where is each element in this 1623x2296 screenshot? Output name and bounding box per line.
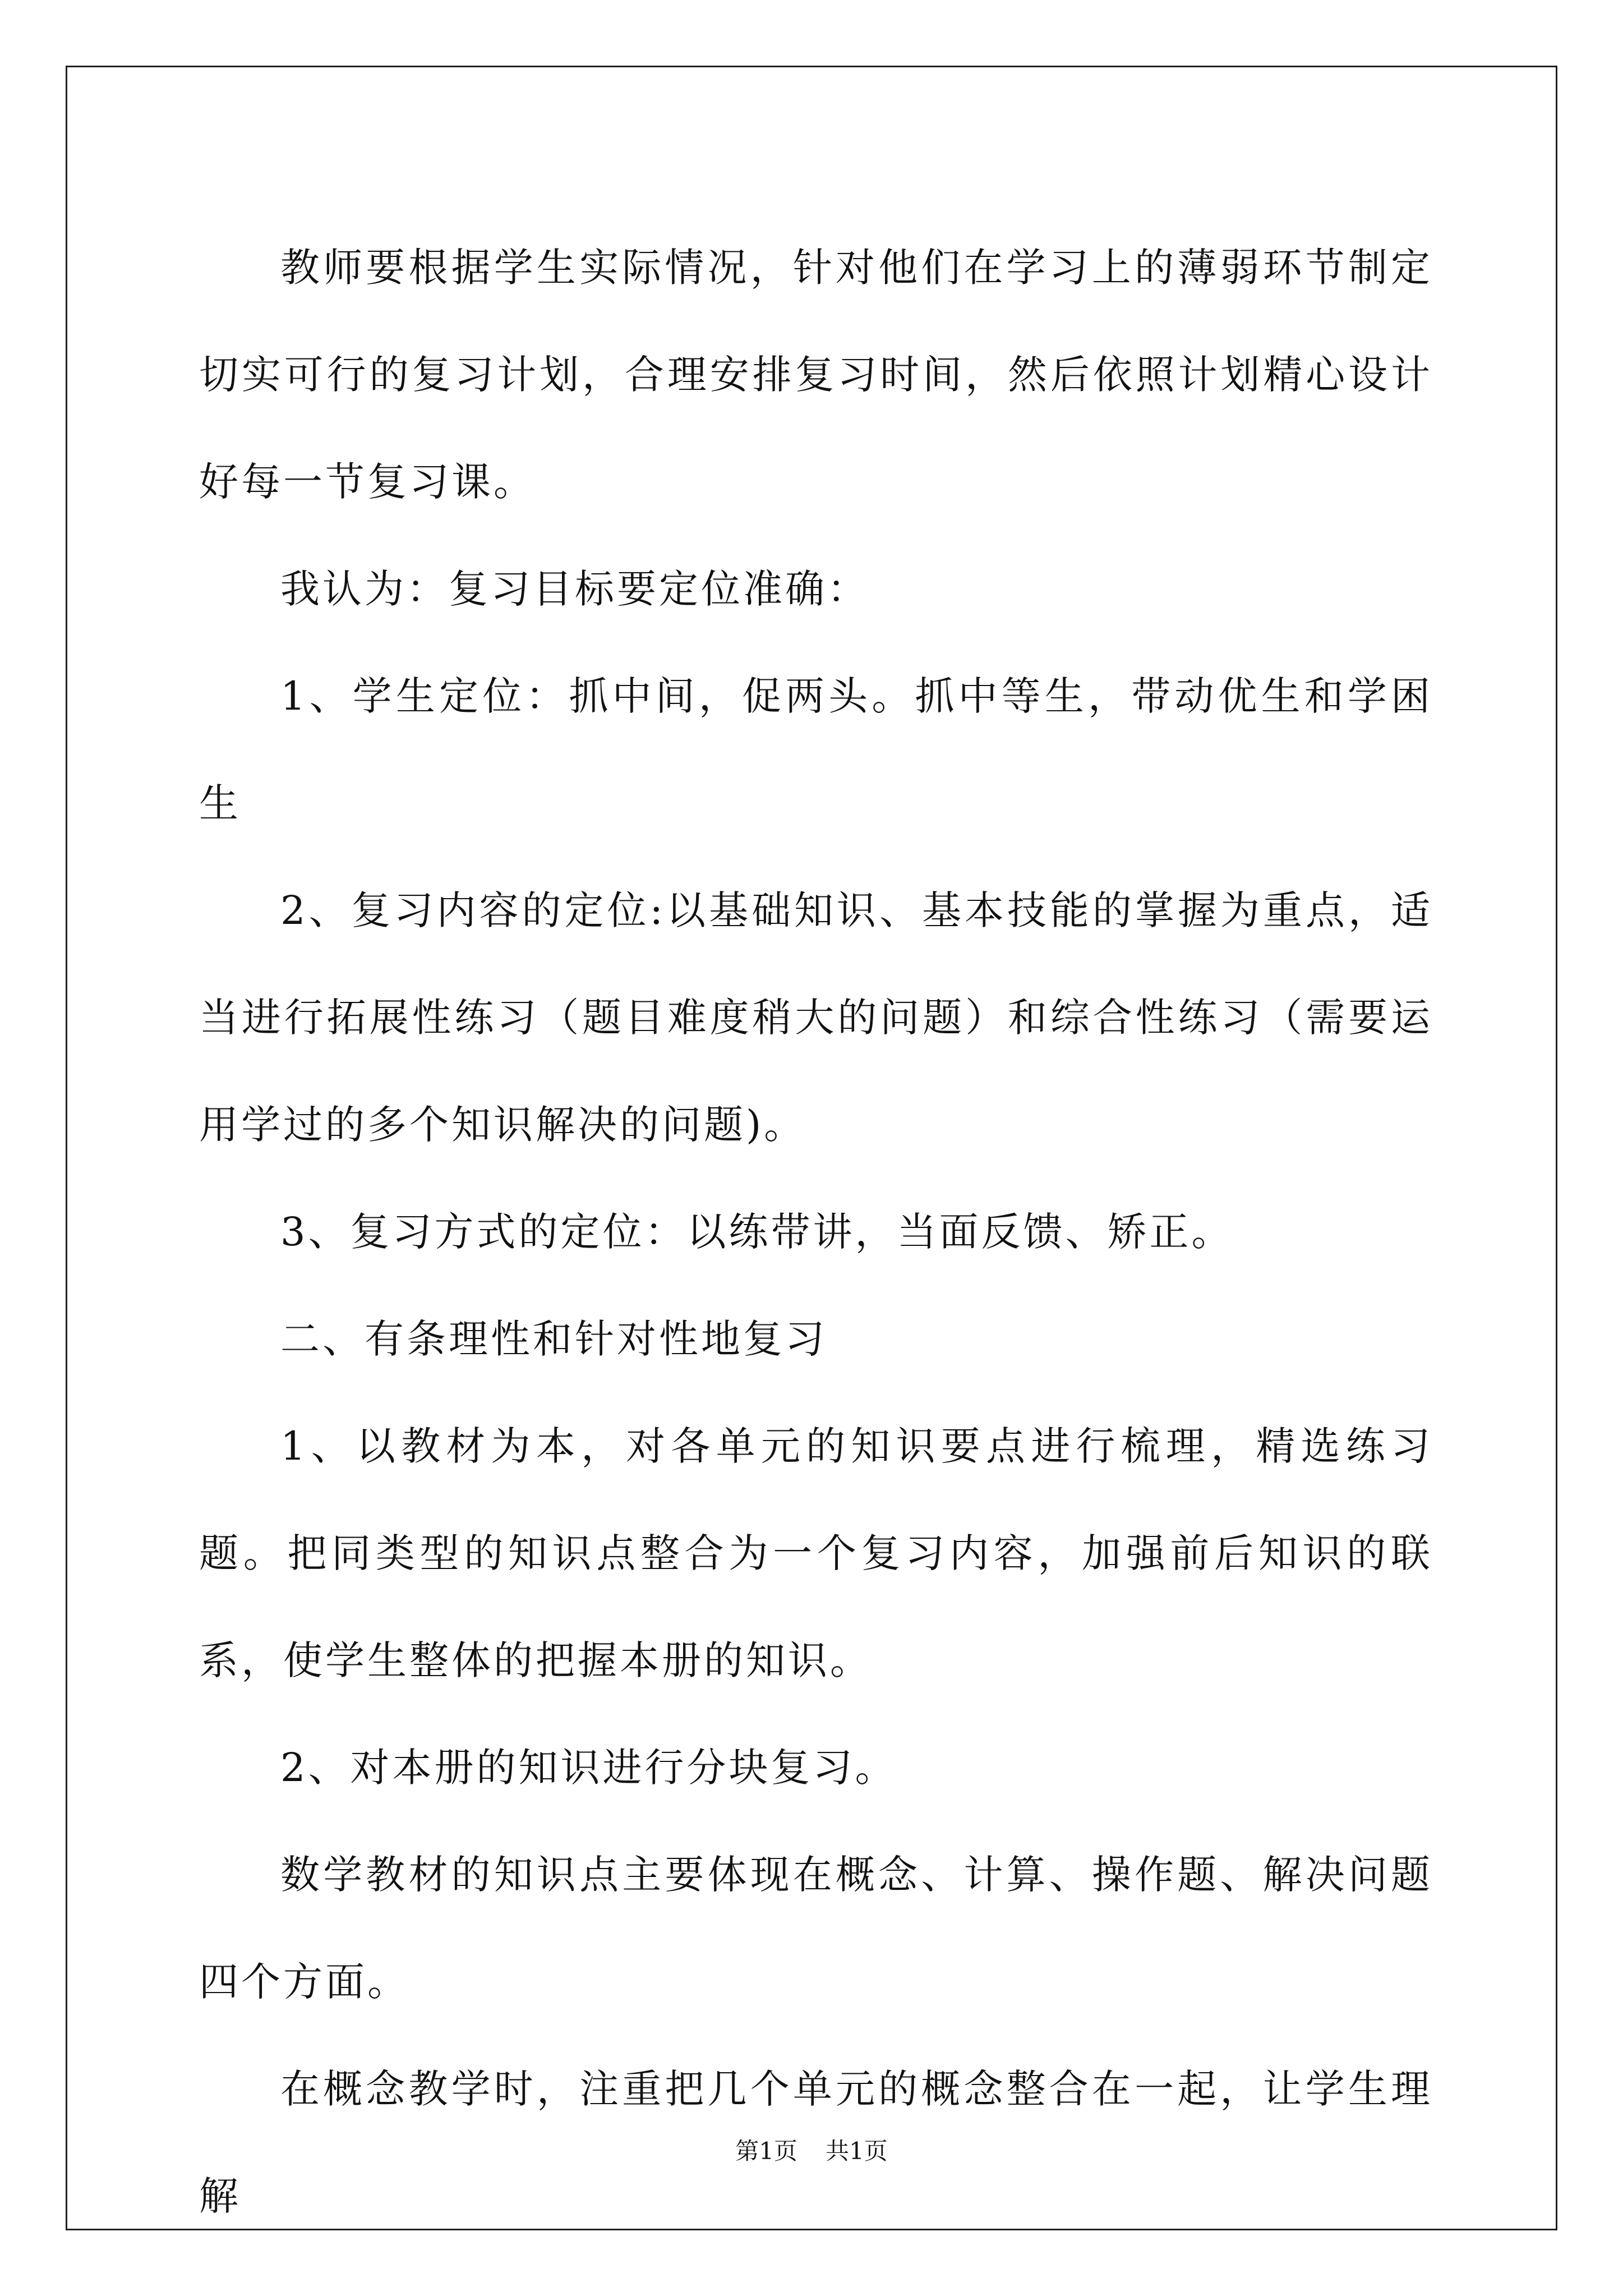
- paragraph-9: 数学教材的知识点主要体现在概念、计算、操作题、解决问题四个方面。: [199, 1852, 1433, 2005]
- document-body: [199, 214, 1433, 2250]
- paragraph-10: 在概念教学时，注重把几个单元的概念整合在一起，让学生理解: [199, 2066, 1433, 2219]
- paragraph-3: 1、学生定位：抓中间，促两头。抓中等生，带动优生和学困生: [199, 673, 1433, 826]
- paragraph-7: 1、以教材为本，对各单元的知识要点进行梳理，精选练习题。把同类型的知识点整合为一个复习内容，加强前后知识的联系，使学生整体的把握本册的知识。: [199, 1423, 1433, 1683]
- page-number-current: 第1页: [735, 2137, 797, 2165]
- paragraph-1: 教师要根据学生实际情况，针对他们在学习上的薄弱环节制定切实可行的复习计划，合理安排复习时间，然后依照计划精心设计好每一节复习课。: [199, 245, 1433, 505]
- page-footer: [0, 2137, 1623, 2165]
- paragraph-5: 3、复习方式的定位：以练带讲，当面反馈、矫正。: [280, 1209, 1234, 1255]
- paragraph-2: 我认为：复习目标要定位准确：: [280, 566, 869, 612]
- paragraph-8: 2、对本册的知识进行分块复习。: [280, 1745, 897, 1791]
- page-number-total: 共1页: [826, 2137, 888, 2165]
- paragraph-4: 2、复习内容的定位:以基础知识、基本技能的掌握为重点，适当进行拓展性练习（题目难度稍大的问题）和综合性练习（需要运用学过的多个知识解决的问题)。: [199, 887, 1433, 1148]
- paragraph-6: 二、有条理性和针对性地复习: [280, 1316, 827, 1362]
